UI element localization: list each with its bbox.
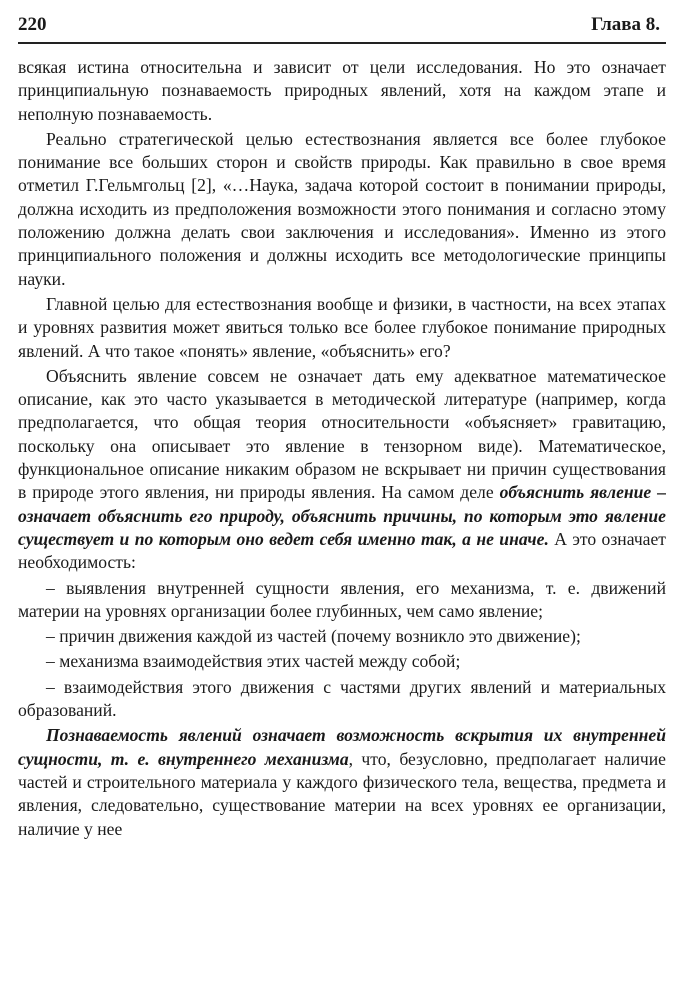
explain-text: Объяснить явление совсем не означает дать ему адекватное математическое описание, как это часто указывается в методической литературе (например, когда предполагается, что общая теория относительности «объясняет» гравитацию, поскольку она описывает это явление в тензорном виде). Математическое, функциональное описание никаким образом не вскрывает ни причин существования в природе этого явления, ни природы явления. На самом деле [18,365,666,503]
cognizability-text: , что, безусловно, предполагает наличие частей и строительного материала у каждого физического тела, вещества, предмета и явления, следовательно, существование материи на всех уровнях ее организации, наличие у нее [18,748,666,839]
cognizability-emphasis: Познаваемость явлений означает возможность вскрытия их внутренней сущности, т. е. внутреннего механизма [18,725,666,769]
paragraph-main-goal: Главной целью для естествознания вообще и физики, в частности, на всех этапах и уровнях развития может явиться только все более глубокое понимание природных явлений. А что такое «понять» явление, «объяснить» его? [18,293,666,361]
list-item: – выявления внутренней сущности явления, его механизма, т. е. движений материи на уровнях организации более глубинных, чем само явление; [18,577,666,621]
header-rule [18,42,666,44]
explain-emphasis: объяснить явление – означает объяснить его природу, объяснить причины, по которым это явление существует и по которым оно ведет себя именно так, а не иначе. [18,482,666,549]
chapter-title: Глава 8. [591,14,660,35]
list-item: – взаимодействия этого движения с частями других явлений и материальных образований. [18,676,666,721]
list-item: – механизма взаимодействия этих частей между собой; [46,651,461,672]
paragraph-cognizability [18,724,666,840]
paragraph-continuation: всякая истина относительна и зависит от цели исследования. Но это означает принципиальную познаваемость природных явлений, хотя на каждом этапе и неполную познаваемость. [18,57,666,124]
page-body [18,56,666,843]
paragraph-explain [18,365,666,575]
paragraph-helmholtz: Реально стратегической целью естествознания является все более глубокое понимание все больших сторон и свойств природы. Как правильно в свое время отметил Г.Гельмгольц [2], «…Наука, задача которой состоит в понимании природы, должна исходить из предположения возможности этого понимания и согласно этому положению должна делать свои заключения и исследования». Именно из этого принципиального положения и должны исходить все методологические принципы науки. [18,128,666,289]
page-number: 220 [18,14,47,35]
list-item: – причин движения каждой из частей (почему возникло это движение); [46,626,581,647]
explain-text-end: А это означает необходимость: [18,528,666,573]
